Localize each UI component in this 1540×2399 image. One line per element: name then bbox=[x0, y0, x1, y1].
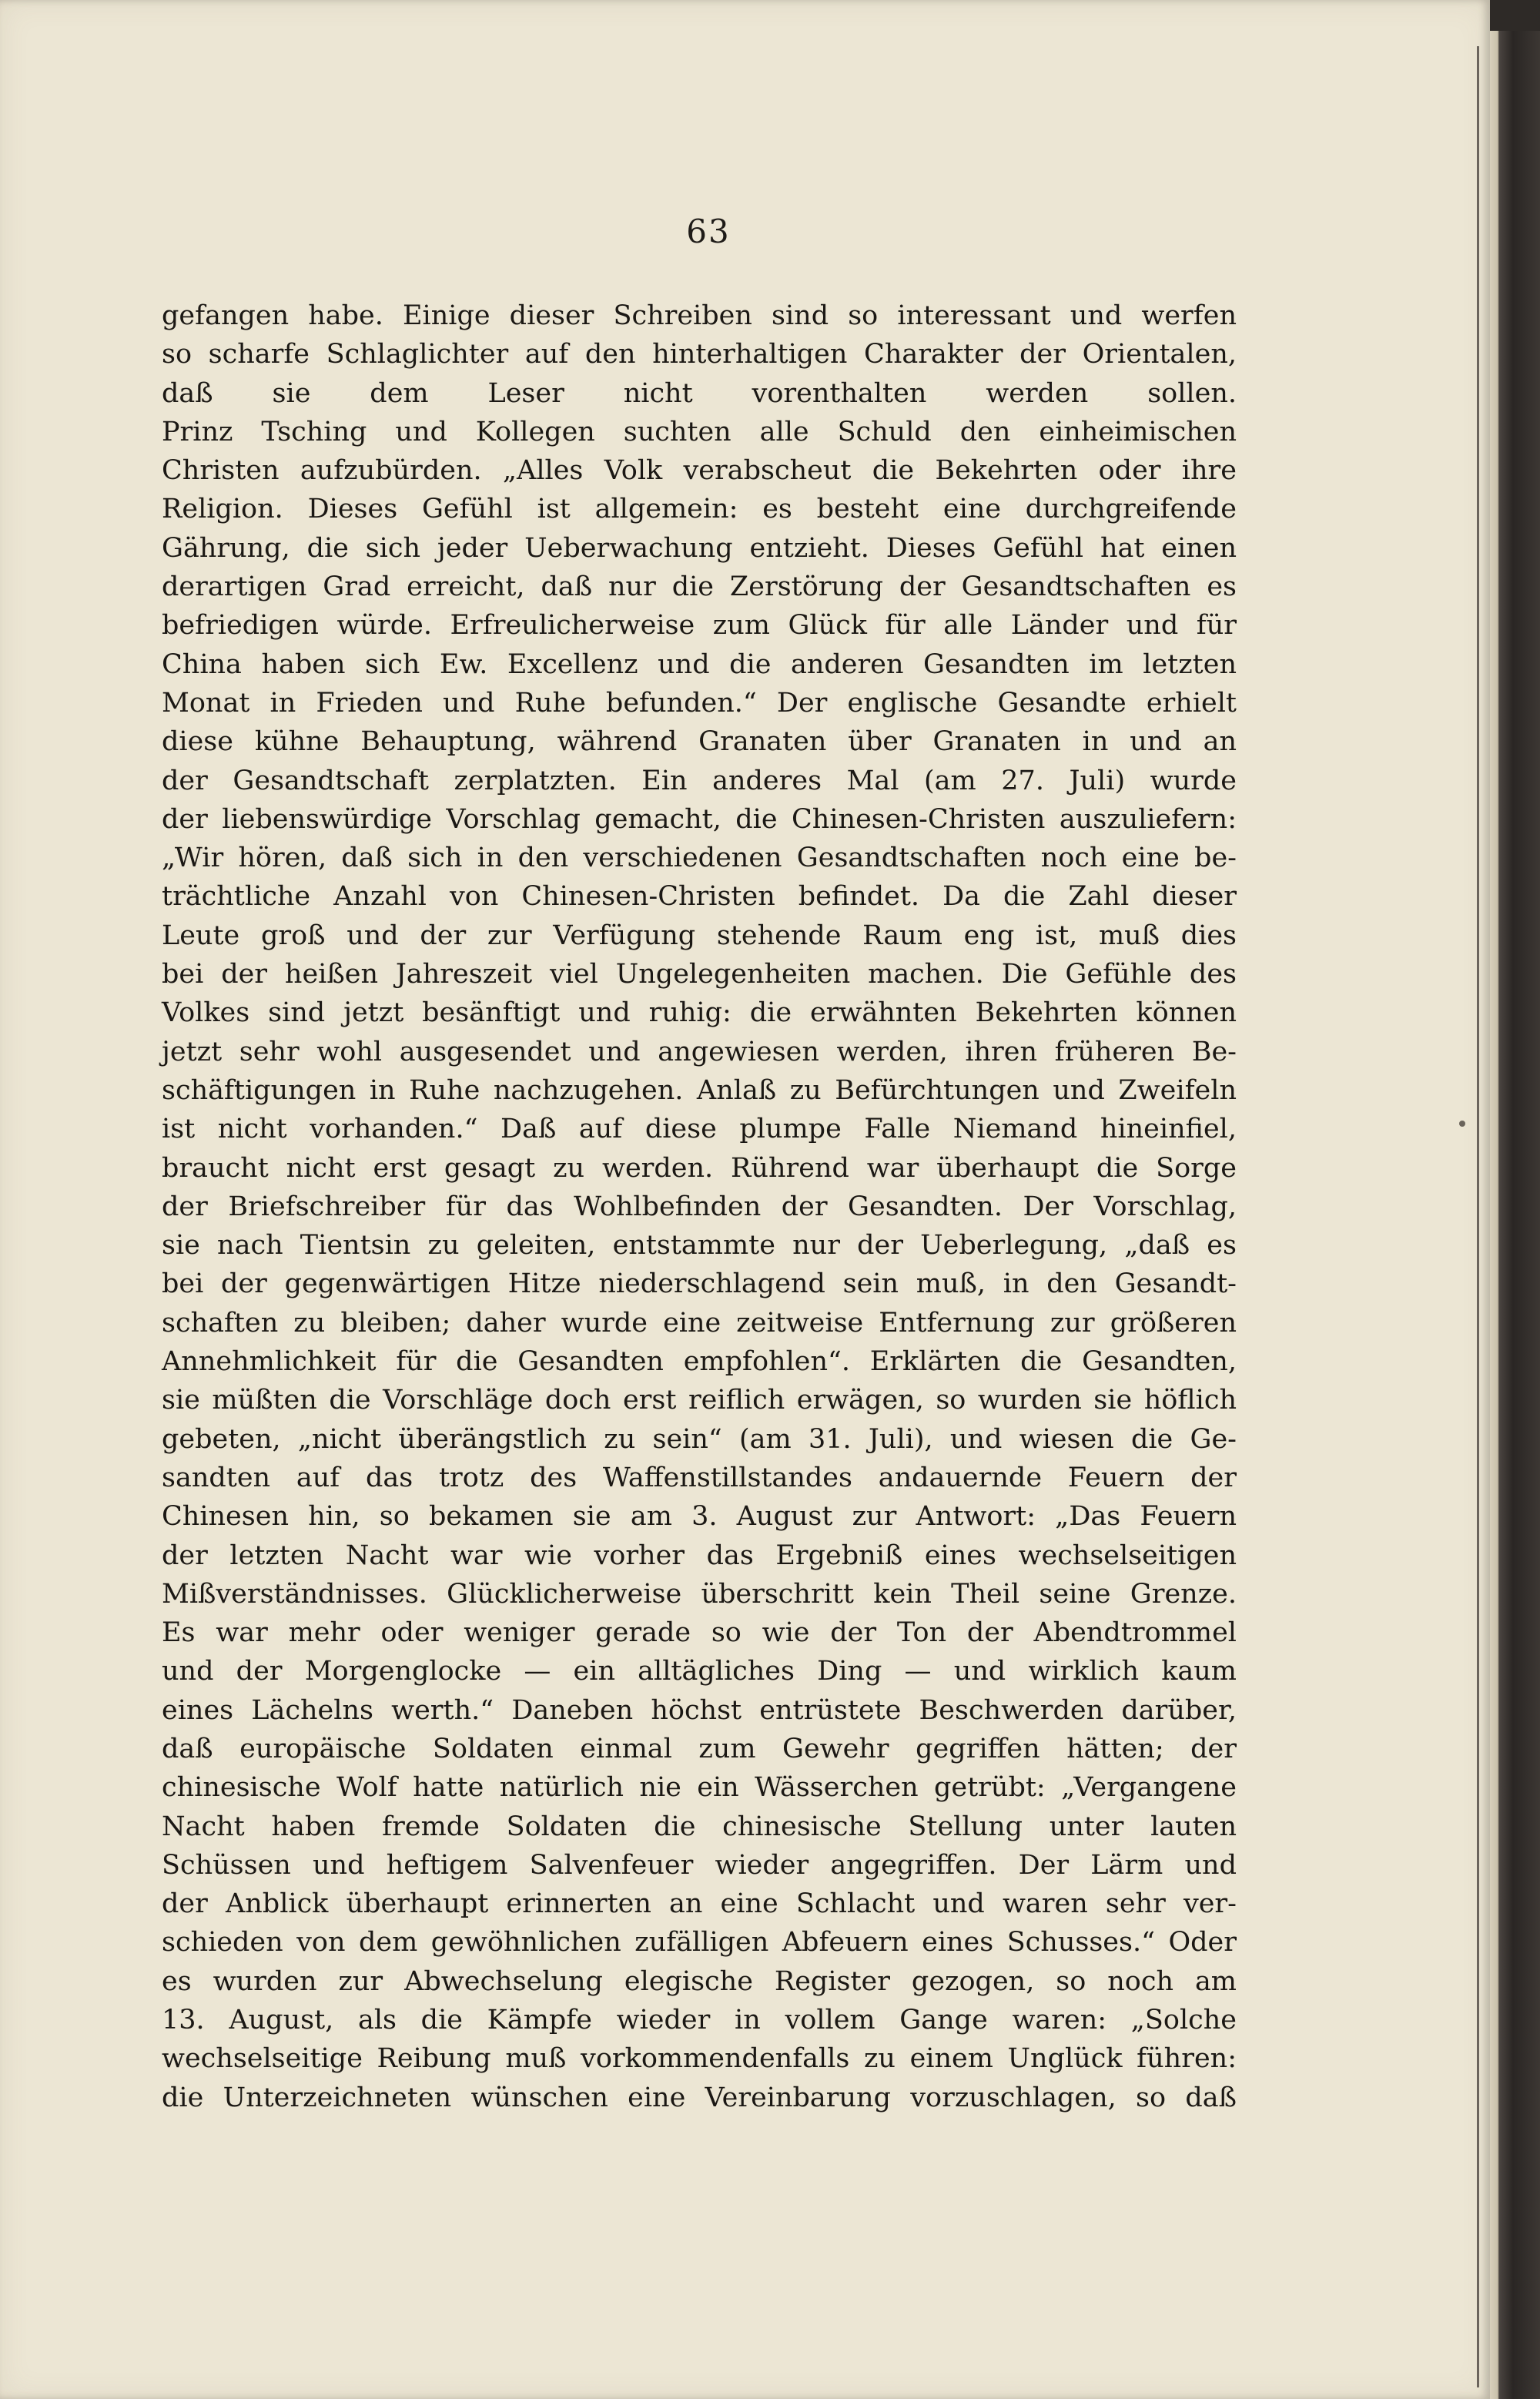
text-line: diese kühne Behauptung, während Granaten über Granaten in und an bbox=[162, 726, 1237, 758]
text-line: Es war mehr oder weniger gerade so wie der Ton der Abendtrommel bbox=[162, 1617, 1237, 1649]
text-line: Chinesen hin, so bekamen sie am 3. August zur Antwort: „Das Feuern bbox=[162, 1501, 1237, 1533]
page-number: 63 bbox=[686, 213, 731, 250]
text-line: trächtliche Anzahl von Chinesen-Christen befindet. Da die Zahl dieser bbox=[162, 881, 1237, 913]
text-line: chinesische Wolf hatte natürlich nie ein Wässerchen getrübt: „Vergangene bbox=[162, 1772, 1237, 1804]
text-line: der letzten Nacht war wie vorher das Ergebniß eines wechselseitigen bbox=[162, 1540, 1237, 1571]
page-edge-line bbox=[1477, 46, 1479, 2387]
text-line: sie müßten die Vorschläge doch erst reiflich erwägen, so wurden sie höflich bbox=[162, 1385, 1237, 1416]
text-line: „Wir hören, daß sich in den verschiedenen Gesandtschaften noch eine be- bbox=[162, 843, 1237, 874]
text-line: Volkes sind jetzt besänftigt und ruhig: die erwähnten Bekehrten können bbox=[162, 997, 1237, 1029]
text-line: daß europäische Soldaten einmal zum Gewehr gegriffen hätten; der bbox=[162, 1733, 1237, 1764]
text-line: und der Morgenglocke — ein alltägliches Ding — und wirklich kaum bbox=[162, 1656, 1237, 1687]
text-line: Religion. Dieses Gefühl ist allgemein: es besteht eine durchgreifende bbox=[162, 494, 1237, 525]
text-line: befriedigen würde. Erfreulicherweise zum Glück für alle Länder und für bbox=[162, 610, 1237, 642]
text-line: Monat in Frieden und Ruhe befunden.“ Der englische Gesandte erhielt bbox=[162, 687, 1237, 719]
text-line: der Anblick überhaupt erinnerten an eine Schlacht und waren sehr ver- bbox=[162, 1888, 1237, 1920]
text-line: schäftigungen in Ruhe nachzugehen. Anlaß zu Befürchtungen und Zweifeln bbox=[162, 1074, 1237, 1106]
text-line: bei der heißen Jahreszeit viel Ungelegenheiten machen. Die Gefühle des bbox=[162, 959, 1237, 990]
body-text bbox=[162, 297, 1237, 2117]
text-line: Nacht haben fremde Soldaten die chinesische Stellung unter lauten bbox=[162, 1811, 1237, 1842]
text-line: gebeten, „nicht überängstlich zu sein“ (am 31. Juli), und wiesen die Ge- bbox=[162, 1423, 1237, 1455]
text-line: Prinz Tsching und Kollegen suchten alle Schuld den einheimischen bbox=[162, 416, 1237, 447]
text-line: die Unterzeichneten wünschen eine Vereinbarung vorzuschlagen, so daß bbox=[162, 2082, 1237, 2113]
text-line: wechselseitige Reibung muß vorkommendenfalls zu einem Unglück führen: bbox=[162, 2043, 1237, 2075]
text-line: ist nicht vorhanden.“ Daß auf diese plumpe Falle Niemand hineinfiel, bbox=[162, 1114, 1237, 1145]
text-line: sie nach Tientsin zu geleiten, entstammte nur der Ueberlegung, „daß es bbox=[162, 1230, 1237, 1261]
text-line: so scharfe Schlaglichter auf den hinterhaltigen Charakter der Orientalen, bbox=[162, 339, 1237, 370]
text-line: sandten auf das trotz des Waffenstillstandes andauernde Feuern der bbox=[162, 1462, 1237, 1493]
text-line: daß sie dem Leser nicht vorenthalten werden sollen. bbox=[162, 377, 1237, 409]
text-line: bei der gegenwärtigen Hitze niederschlagend sein muß, in den Gesandt- bbox=[162, 1268, 1237, 1300]
text-line: schieden von dem gewöhnlichen zufälligen Abfeuern eines Schusses.“ Oder bbox=[162, 1927, 1237, 1958]
text-line: schaften zu bleiben; daher wurde eine zeitweise Entfernung zur größeren bbox=[162, 1307, 1237, 1339]
text-line: China haben sich Ew. Excellenz und die anderen Gesandten im letzten bbox=[162, 648, 1237, 680]
text-line: Christen aufzubürden. „Alles Volk verabscheut die Bekehrten oder ihre bbox=[162, 455, 1237, 487]
text-line: der Briefschreiber für das Wohlbefinden der Gesandten. Der Vorschlag, bbox=[162, 1191, 1237, 1222]
book-edge bbox=[1490, 31, 1540, 2399]
text-line: derartigen Grad erreicht, daß nur die Zerstörung der Gesandtschaften es bbox=[162, 571, 1237, 603]
text-line: Schüssen und heftigem Salvenfeuer wieder angegriffen. Der Lärm und bbox=[162, 1849, 1237, 1881]
text-line: 13. August, als die Kämpfe wieder in vollem Gange waren: „Solche bbox=[162, 2005, 1237, 2036]
text-line: gefangen habe. Einige dieser Schreiben sind so interessant und werfen bbox=[162, 300, 1237, 331]
text-line: Annehmlichkeit für die Gesandten empfohlen“. Erklärten die Gesandten, bbox=[162, 1346, 1237, 1378]
text-line: der Gesandtschaft zerplatzten. Ein anderes Mal (am 27. Juli) wurde bbox=[162, 765, 1237, 796]
text-line: Mißverständnisses. Glücklicherweise überschritt kein Theil seine Grenze. bbox=[162, 1578, 1237, 1610]
margin-mark bbox=[1459, 1121, 1465, 1127]
text-line: Leute groß und der zur Verfügung stehende Raum eng ist, muß dies bbox=[162, 920, 1237, 951]
text-line: eines Lächelns werth.“ Daneben höchst entrüstete Beschwerden darüber, bbox=[162, 1694, 1237, 1726]
text-line: jetzt sehr wohl ausgesendet und angewiesen werden, ihren früheren Be- bbox=[162, 1036, 1237, 1067]
text-line: es wurden zur Abwechselung elegische Register gezogen, so noch am bbox=[162, 1965, 1237, 1997]
text-line: braucht nicht erst gesagt zu werden. Rührend war überhaupt die Sorge bbox=[162, 1152, 1237, 1184]
text-line: der liebenswürdige Vorschlag gemacht, die Chinesen-Christen auszuliefern: bbox=[162, 803, 1237, 835]
text-line: Gährung, die sich jeder Ueberwachung entzieht. Dieses Gefühl hat einen bbox=[162, 532, 1237, 564]
